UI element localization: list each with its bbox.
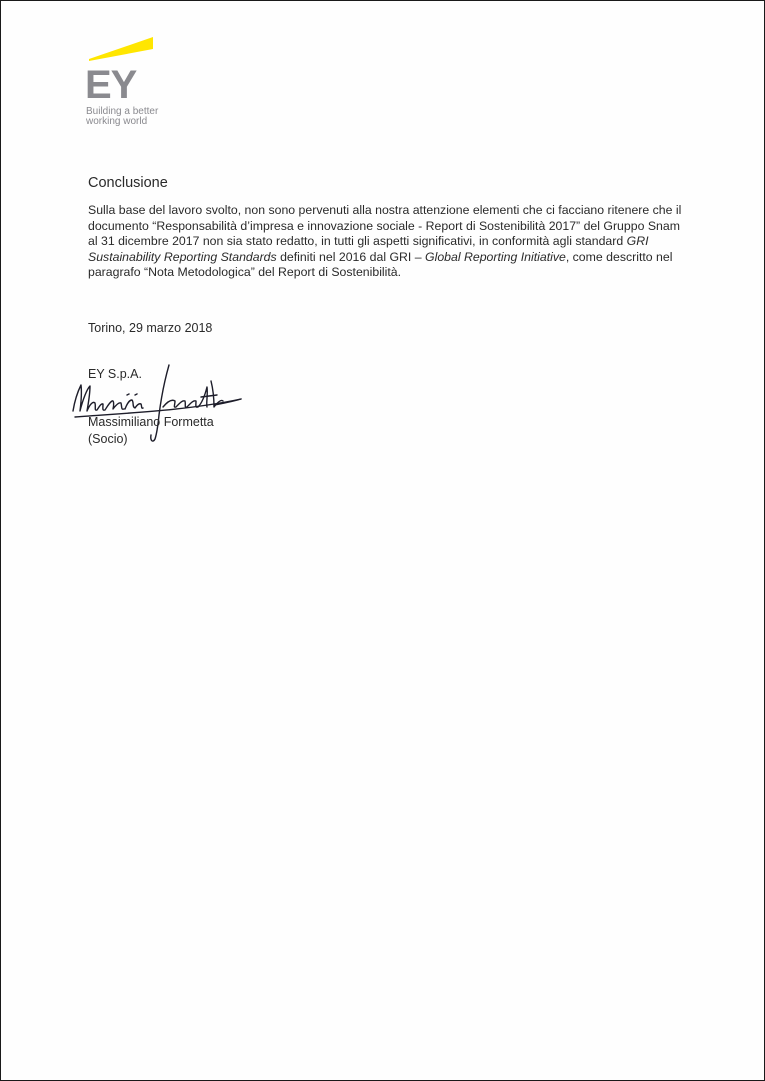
- conclusion-paragraph: [88, 203, 688, 281]
- firm-name: EY S.p.A.: [88, 367, 142, 381]
- signer-role: (Socio): [88, 432, 128, 446]
- paragraph-run: definiti nel 2016 dal GRI –: [276, 249, 426, 264]
- paragraph-run: , come descritto nel paragrafo “Nota Metodologica” del Report di Sostenibilità.: [88, 249, 673, 279]
- conclusion-section: [88, 175, 688, 281]
- paragraph-run: Sulla base del lavoro svolto, non sono pervenuti alla nostra attenzione elementi che ci facciano ritenere che il documento “Responsabilità d’impresa e innovazione sociale - Report di Sostenibilità 2017” del Gruppo Snam al 31 dicembre 2017 non sia stato redatto, in tutti gli aspetti significativi, in conformità agli standard: [88, 203, 682, 248]
- logo-yellow-beam: [89, 35, 153, 61]
- section-heading: Conclusione: [88, 175, 168, 191]
- place-date: Torino, 29 marzo 2018: [88, 321, 213, 335]
- signer-name: Massimiliano Formetta: [88, 415, 214, 429]
- logo-tagline: [86, 107, 181, 127]
- logo-mark: EY: [85, 63, 137, 107]
- logo-tagline-line1: Building a better: [86, 106, 159, 117]
- logo-tagline-line2: working world: [86, 116, 148, 127]
- paragraph-run-italic: GRI Sustainability Reporting Standards: [88, 234, 649, 264]
- paragraph-run-italic: Global Reporting Initiative: [425, 249, 566, 264]
- ey-logo: [85, 35, 175, 130]
